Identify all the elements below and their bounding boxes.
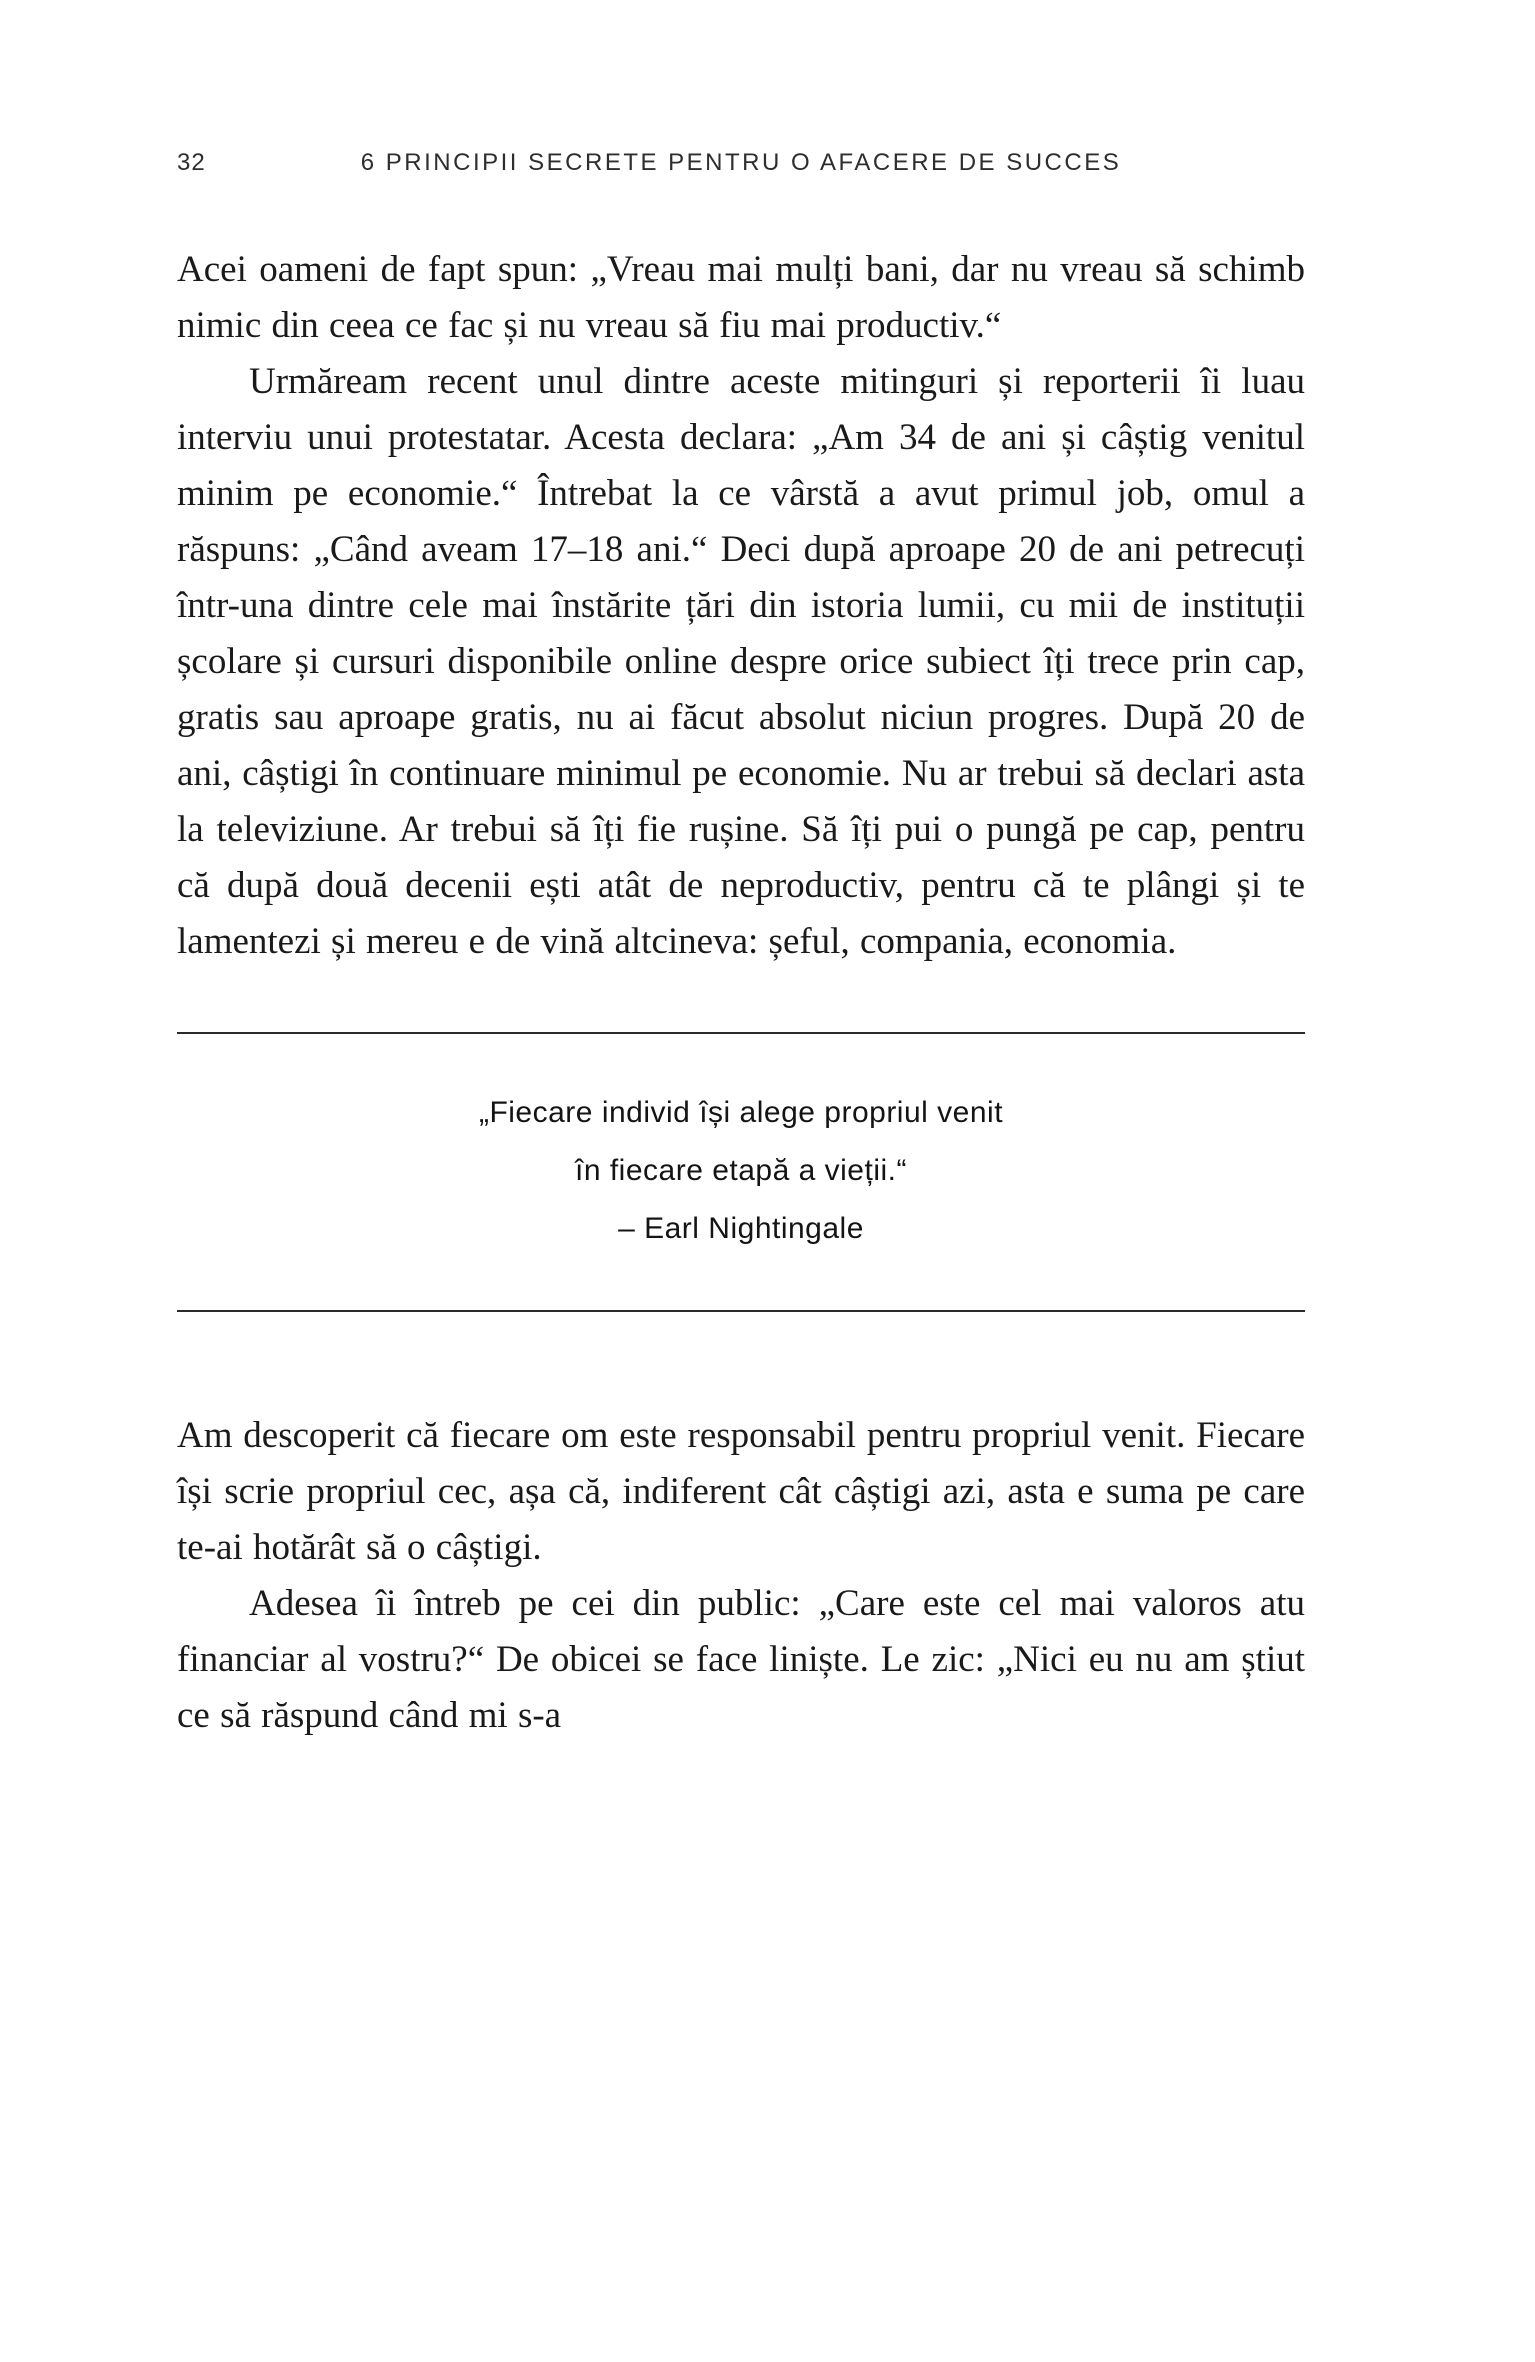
quote-text: [177, 1034, 1305, 1310]
paragraph-1: Acei oameni de fapt spun: „Vreau mai mulți bani, dar nu vreau să schimb nimic din ceea ce fac și nu vreau să fiu mai productiv.“: [177, 249, 1305, 346]
quote-attribution: – Earl Nightingale: [618, 1212, 864, 1245]
paragraph-2: Urmăream recent unul dintre aceste mitinguri și reporterii îi luau interviu unui protestatar. Acesta declara: „Am 34 de ani și câștig venitul minim pe economie.“ Întrebat la ce vârstă a avut primul job, omul a răspuns: „Când aveam 17–18 ani.“ Deci după aproape 20 de ani petrecuți într-una dintre cele mai înstărite țări din istoria lumii, cu mii de instituții școlare și cursuri disponibile online despre orice subiect îți trece prin cap, gratis sau aproape gratis, nu ai făcut absolut niciun progres. După 20 de ani, câștigi în continuare minimul pe economie. Nu ar trebui să declari asta la televiziune. Ar trebui să îți fie rușine. Să îți pui o pungă pe cap, pentru că după două decenii ești atât de neproductiv, pentru că te plângi și te lamentezi și mereu e de vină altcineva: șeful, compania, economia.: [177, 361, 1305, 962]
quote-block: [177, 1032, 1305, 1312]
quote-line-2: în fiecare etapă a vieții.“: [574, 1154, 907, 1187]
divider-bottom: [177, 1310, 1305, 1312]
paragraph-4: Adesea îi întreb pe cei din public: „Care este cel mai valoros atu financiar al vostru?“ De obicei se face liniște. Le zic: „Nici eu nu am știut ce să răspund când mi s-a: [177, 1583, 1305, 1736]
page-header: [177, 148, 1305, 178]
paragraph-3: Am descoperit că fiecare om este responsabil pentru propriul venit. Fiecare își scrie propriul cec, așa că, indiferent cât câștigi azi, asta e suma pe care te-ai hotărât să o câștigi.: [177, 1415, 1305, 1568]
running-head: 6 PRINCIPII SECRETE PENTRU O AFACERE DE SUCCES: [360, 149, 1122, 176]
quote-line-1: „Fiecare individ își alege propriul venit: [478, 1096, 1004, 1129]
page-number: 32: [177, 149, 206, 176]
body-text: [177, 242, 1305, 1744]
